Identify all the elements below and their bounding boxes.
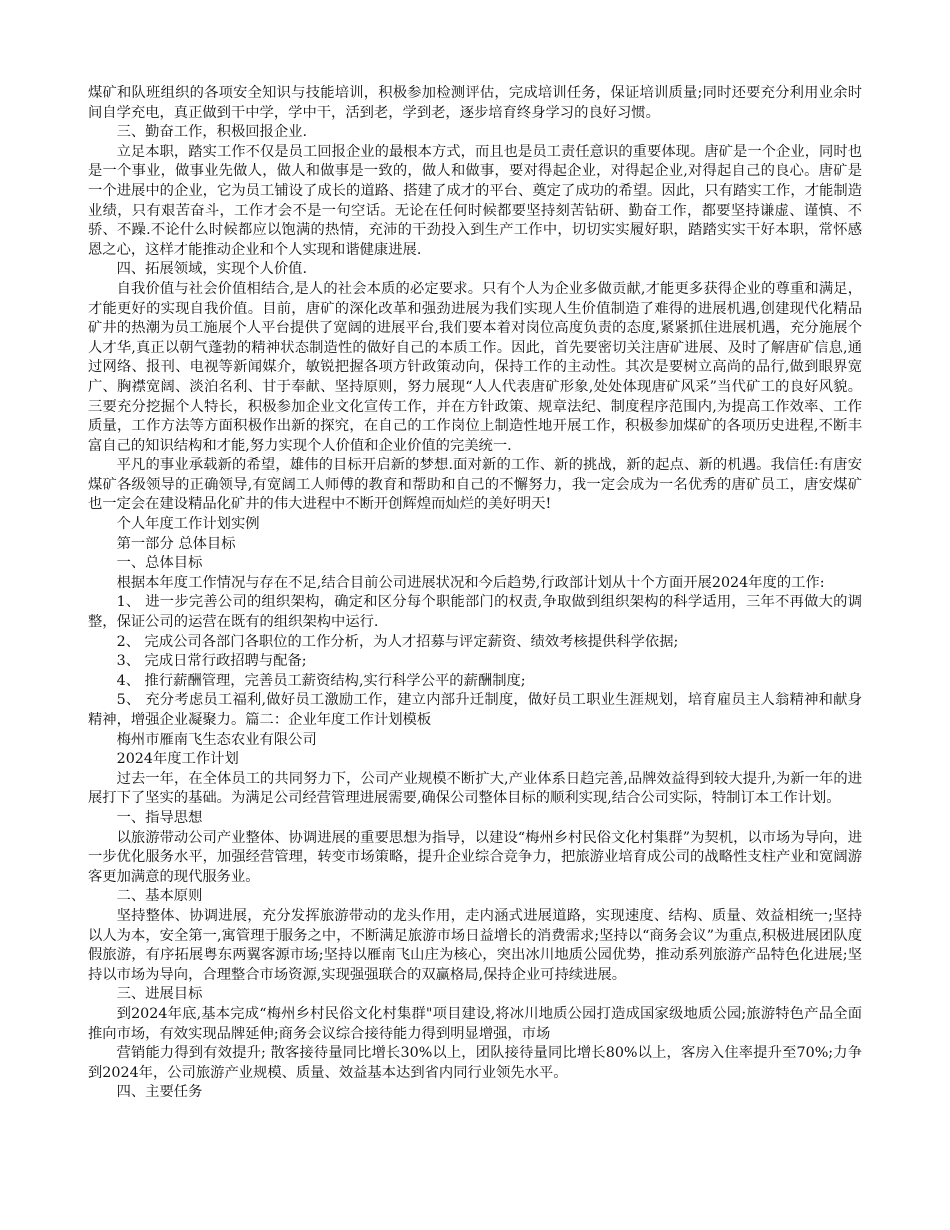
paragraph: 营销能力得到有效提升; 散客接待量同比增长30%以上，团队接待量同比增长80%以上，客房入住率提升至70%;力争到2024年，公司旅游产业规模、质量、效益基本达到省内同行业领先水平。 (88, 1045, 862, 1081)
paragraph: 立足本职，踏实工作不仅是员工回报企业的最根本方式，而且也是员工责任意识的重要体现。唐矿是一个企业，同时也是一个事业，做事业先做人，做人和做事是一致的，做人和做事，要对得起企业，对得起企业,对得起自己的良心。唐矿是一个进展中的企业，它为员工铺设了成长的道路、搭建了成才的平台、奠定了成功的希望。因此，只有踏实工作，才能制造业绩，只有艰苦奋斗，工作才会不是一句空话。无论在任何时候都要坚持刻苦钻研、勤奋工作，都要坚持谦虚、谨慎、不骄、不躁.不论什么时候都应以饱满的热情，充沛的干劲投入到生产工作中，切切实实履好职，踏踏实实干好本职，常怀感恩之心，这样才能推动企业和个人实现和谐健康进展. (88, 143, 862, 258)
paragraph: 以旅游带动公司产业整体、协调进展的重要思想为指导，以建设“梅州乡村民俗文化村集群”为契机，以市场为导向，进一步优化服务水平，加强经营管理，转变市场策略，提升企业综合竞争力，把旅游业培育成公司的战略性支柱产业和宽阔游客更加满意的现代服务业。 (88, 829, 862, 885)
paragraph: 到2024年底,基本完成“梅州乡村民俗文化村集群"项目建设,将冰川地质公园打造成国家级地质公园;旅游特色产品全面推向市场，有效实现品牌延伸;商务会议综合接待能力得到明显增强，市场 (88, 1005, 862, 1042)
paragraph: 梅州市雁南飞生态农业有限公司 (116, 731, 317, 748)
paragraph: 4、 推行薪酬管理，完善员工薪资结构,实行科学公平的薪酬制度; (116, 672, 526, 689)
paragraph: 二、基本原则 (116, 888, 203, 905)
paragraph: 5、 充分考虑员工福利,做好员工激励工作，建立内部升迁制度，做好员工职业生涯规划，培育雇员主人翁精神和献身精神，增强企业凝聚力。篇二：企业年度工作计划模板 (88, 692, 862, 728)
paragraph: 四、主要任务 (116, 1084, 203, 1101)
paragraph: 平凡的事业承载新的希望，雄伟的目标开启新的梦想.面对新的工作、新的挑战，新的起点、新的机遇。我信任:有唐安煤矿各级领导的正确领导,有宽阔工人师傅的教育和帮助和自己的不懈努力，我一定会成为一名优秀的唐矿员工，唐安煤矿也一定会在建设精品化矿井的伟大进程中不断开创辉煌而灿烂的美好明天! (88, 457, 862, 513)
paragraph: 四、拓展领域，实现个人价值. (116, 261, 307, 278)
paragraph: 2、 完成公司各部门各职位的工作分析，为人才招募与评定薪资、绩效考核提供科学依据; (116, 633, 679, 650)
paragraph: 三、进展目标 (116, 986, 203, 1003)
paragraph: 第一部分 总体目标 (116, 535, 236, 552)
paragraph: 1、 进一步完善公司的组织架构，确定和区分每个职能部门的权责,争取做到组织架构的科学适用，三年不再做大的调整，保证公司的运营在既有的组织架构中运行. (88, 594, 862, 631)
paragraph: 3、 完成日常行政招聘与配备; (116, 653, 307, 670)
paragraph: 坚持整体、协调进展，充分发挥旅游带动的龙头作用，走内涵式进展道路，实现速度、结构、质量、效益相统一;坚持以人为本，安全第一,寓管理于服务之中，不断满足旅游市场日益增长的消费需求;坚持以“商务会议”为重点,积极进展团队度假旅游，有序拓展粤东两翼客源市场;坚持以雁南飞山庄为核心，突出冰川地质公园优势，推动系列旅游产品特色化进展;坚持以市场为导向，合理整合市场资源,实现强强联合的双赢格局,保持企业可持续进展。 (88, 907, 862, 983)
paragraph: 个人年度工作计划实例 (116, 516, 260, 533)
paragraph: 2024年度工作计划 (116, 751, 239, 768)
paragraph: 根据本年度工作情况与存在不足,结合目前公司进展状况和今后趋势,行政部计划从十个方面开展2024年度的工作: (116, 574, 825, 591)
paragraph: 一、指导思想 (116, 809, 203, 826)
paragraph: 三、勤奋工作，积极回报企业. (116, 124, 307, 141)
paragraph: 煤矿和队班组织的各项安全知识与技能培训，积极参加检测评估，完成培训任务，保证培训质量;同时还要充分利用业余时间自学充电，真正做到干中学，学中干，活到老，学到老，逐步培育终身学习的良好习惯。 (88, 85, 862, 121)
paragraph: 自我价值与社会价值相结合,是人的社会本质的必定要求。只有个人为企业多做贡献,才能更多获得企业的尊重和满足，才能更好的实现自我价值。目前，唐矿的深化改革和强劲进展为我们实现人生价值制造了难得的进展机遇,创建现代化精品矿井的热潮为员工施展个人平台提供了宽阔的进展平台,我们要本着对岗位高度负责的态度,紧紧抓住进展机遇，充分施展个人才华,真正以朝气蓬勃的精神状态制造性的做好自己的本质工作。因此，首先要密切关注唐矿进展、及时了解唐矿信息,通过网络、报刊、电视等新闻媒介，敏锐把握各项方针政策动向，保持工作的主动性。其次是要树立高尚的品行,做到眼界宽广、胸襟宽阔、淡泊名利、甘于奉献、坚持原则，努力展现“人人代表唐矿形象,处处体现唐矿风采”当代矿工的良好风貌。三要充分挖掘个人特长，积极参加企业文化宣传工作，并在方针政策、规章法纪、制度程序范围内,为提高工作效率、工作质量，工作方法等方面积极作出新的探究，在自己的工作岗位上制造性地开展工作，积极参加煤矿的各项历史进程,不断丰富自己的知识结构和才能,努力实现个人价值和企业价值的完美统一. (88, 280, 862, 454)
document-body (88, 84, 862, 1103)
paragraph: 过去一年，在全体员工的共同努力下，公司产业规模不断扩大,产业体系日趋完善,品牌效益得到较大提升,为新一年的进展打下了坚实的基础。为满足公司经营管理进展需要,确保公司整体目标的顺利实现,结合公司实际，特制订本工作计划。 (88, 770, 862, 807)
paragraph: 一、总体目标 (116, 555, 203, 572)
